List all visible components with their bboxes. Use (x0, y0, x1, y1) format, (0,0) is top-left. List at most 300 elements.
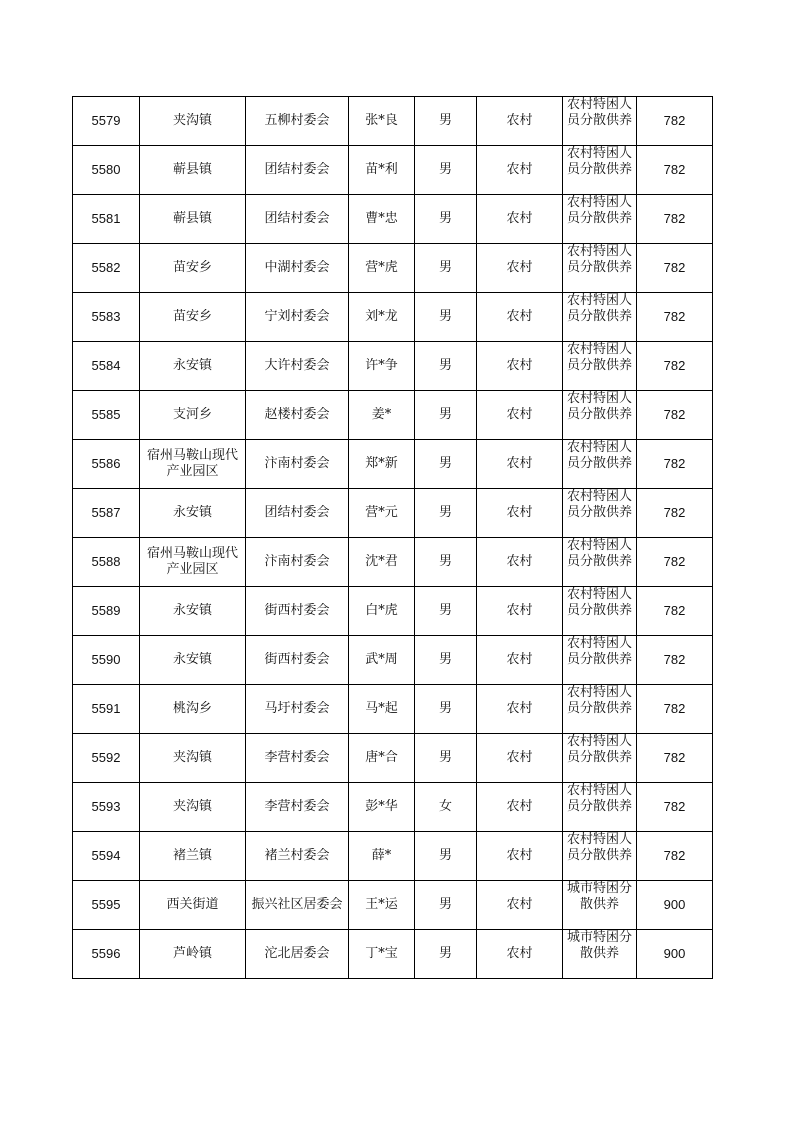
name-text: 营*元 (365, 505, 398, 520)
name-text: 马*起 (365, 701, 398, 716)
household-type-cell (477, 538, 563, 587)
village-committee-text: 汴南村委会 (264, 554, 330, 569)
serial-cell (73, 293, 140, 342)
table-row (73, 636, 713, 685)
name-cell (349, 440, 415, 489)
category-text: 农村特困人员分散供养 (566, 636, 632, 667)
household-type-text: 农村 (506, 309, 533, 324)
village-committee-text: 马圩村委会 (264, 701, 330, 716)
gender-text: 男 (438, 554, 452, 569)
serial-cell (73, 195, 140, 244)
category-cell (563, 587, 637, 636)
name-cell (349, 195, 415, 244)
category-text: 农村特困人员分散供养 (566, 293, 632, 324)
table-row (73, 195, 713, 244)
township-text: 蕲县镇 (172, 211, 212, 226)
serial-text: 5586 (91, 456, 121, 471)
gender-cell (415, 391, 477, 440)
village-committee-cell (246, 832, 349, 881)
category-cell (563, 783, 637, 832)
household-type-cell (477, 391, 563, 440)
amount-text: 782 (663, 407, 686, 422)
township-cell (140, 293, 246, 342)
category-cell (563, 244, 637, 293)
amount-cell (637, 489, 713, 538)
village-committee-cell (246, 734, 349, 783)
serial-text: 5587 (91, 505, 121, 520)
gender-text: 男 (438, 407, 452, 422)
household-type-text: 农村 (506, 505, 533, 520)
household-type-text: 农村 (506, 799, 533, 814)
household-type-text: 农村 (506, 260, 533, 275)
amount-cell (637, 97, 713, 146)
amount-cell (637, 244, 713, 293)
township-text: 宿州马鞍山现代产业园区 (146, 546, 238, 577)
category-text: 农村特困人员分散供养 (566, 195, 632, 226)
name-cell (349, 538, 415, 587)
gender-text: 男 (438, 260, 452, 275)
name-text: 曹*忠 (365, 211, 398, 226)
category-cell (563, 440, 637, 489)
category-cell (563, 146, 637, 195)
category-text: 农村特困人员分散供养 (566, 489, 632, 520)
gender-cell (415, 734, 477, 783)
category-cell (563, 97, 637, 146)
name-cell (349, 391, 415, 440)
gender-cell (415, 489, 477, 538)
township-cell (140, 440, 246, 489)
serial-text: 5594 (91, 848, 121, 863)
category-text: 农村特困人员分散供养 (566, 391, 632, 422)
gender-cell (415, 538, 477, 587)
household-type-text: 农村 (506, 456, 533, 471)
category-cell (563, 489, 637, 538)
household-type-text: 农村 (506, 946, 533, 961)
table-row (73, 930, 713, 979)
gender-cell (415, 636, 477, 685)
name-cell (349, 881, 415, 930)
serial-text: 5593 (91, 799, 121, 814)
amount-text: 782 (663, 358, 686, 373)
village-committee-text: 李营村委会 (264, 750, 330, 765)
category-cell (563, 342, 637, 391)
amount-text: 782 (663, 309, 686, 324)
village-committee-text: 汴南村委会 (264, 456, 330, 471)
serial-cell (73, 97, 140, 146)
gender-text: 男 (438, 162, 452, 177)
category-text: 农村特困人员分散供养 (566, 734, 632, 765)
village-committee-text: 褚兰村委会 (264, 848, 330, 863)
township-cell (140, 734, 246, 783)
name-cell (349, 685, 415, 734)
amount-text: 782 (663, 456, 686, 471)
gender-cell (415, 244, 477, 293)
serial-text: 5584 (91, 358, 121, 373)
township-text: 蕲县镇 (172, 162, 212, 177)
name-cell (349, 587, 415, 636)
township-text: 夹沟镇 (172, 113, 212, 128)
village-committee-cell (246, 342, 349, 391)
village-committee-cell (246, 244, 349, 293)
village-committee-cell (246, 489, 349, 538)
name-cell (349, 489, 415, 538)
table-row (73, 146, 713, 195)
township-cell (140, 881, 246, 930)
table-body (73, 97, 713, 979)
gender-text: 男 (438, 652, 452, 667)
village-committee-text: 大许村委会 (264, 358, 330, 373)
village-committee-text: 五柳村委会 (264, 113, 330, 128)
category-text: 农村特困人员分散供养 (566, 587, 632, 618)
name-text: 薛* (371, 848, 392, 863)
category-text: 农村特困人员分散供养 (566, 832, 632, 863)
table-row (73, 587, 713, 636)
serial-cell (73, 832, 140, 881)
category-cell (563, 293, 637, 342)
village-committee-text: 宁刘村委会 (264, 309, 330, 324)
amount-cell (637, 538, 713, 587)
village-committee-text: 李营村委会 (264, 799, 330, 814)
name-text: 苗*利 (365, 162, 398, 177)
gender-cell (415, 832, 477, 881)
category-text: 城市特困分散供养 (566, 881, 632, 912)
village-committee-text: 沱北居委会 (264, 946, 330, 961)
village-committee-text: 团结村委会 (264, 211, 330, 226)
gender-text: 男 (438, 848, 452, 863)
amount-text: 900 (663, 897, 686, 912)
household-type-text: 农村 (506, 652, 533, 667)
category-text: 农村特困人员分散供养 (566, 440, 632, 471)
category-text: 农村特困人员分散供养 (566, 146, 632, 177)
township-text: 夹沟镇 (172, 799, 212, 814)
gender-text: 男 (438, 701, 452, 716)
category-text: 城市特困分散供养 (566, 930, 632, 961)
name-text: 彭*华 (365, 799, 398, 814)
township-cell (140, 342, 246, 391)
category-cell (563, 881, 637, 930)
township-cell (140, 587, 246, 636)
gender-text: 男 (438, 750, 452, 765)
gender-cell (415, 440, 477, 489)
household-type-cell (477, 97, 563, 146)
category-cell (563, 636, 637, 685)
village-committee-text: 团结村委会 (264, 162, 330, 177)
serial-cell (73, 930, 140, 979)
household-type-cell (477, 734, 563, 783)
serial-text: 5582 (91, 260, 121, 275)
township-cell (140, 97, 246, 146)
village-committee-cell (246, 440, 349, 489)
gender-text: 男 (438, 358, 452, 373)
township-text: 永安镇 (172, 358, 212, 373)
gender-text: 男 (438, 505, 452, 520)
amount-text: 900 (663, 946, 686, 961)
serial-text: 5591 (91, 701, 121, 716)
table-row (73, 244, 713, 293)
township-text: 西关街道 (166, 897, 219, 912)
category-cell (563, 538, 637, 587)
gender-text: 男 (438, 946, 452, 961)
gender-text: 男 (438, 211, 452, 226)
township-cell (140, 783, 246, 832)
serial-cell (73, 440, 140, 489)
gender-text: 男 (438, 603, 452, 618)
serial-cell (73, 783, 140, 832)
category-cell (563, 391, 637, 440)
serial-text: 5588 (91, 554, 121, 569)
name-text: 张*良 (365, 113, 398, 128)
household-type-text: 农村 (506, 701, 533, 716)
township-cell (140, 636, 246, 685)
category-cell (563, 685, 637, 734)
village-committee-cell (246, 146, 349, 195)
village-committee-cell (246, 636, 349, 685)
household-type-cell (477, 293, 563, 342)
township-text: 永安镇 (172, 505, 212, 520)
name-cell (349, 636, 415, 685)
name-text: 许*争 (365, 358, 398, 373)
serial-text: 5581 (91, 211, 121, 226)
household-type-cell (477, 489, 563, 538)
name-text: 姜* (371, 407, 392, 422)
amount-text: 782 (663, 603, 686, 618)
table-row (73, 538, 713, 587)
table-row (73, 734, 713, 783)
category-text: 农村特困人员分散供养 (566, 783, 632, 814)
name-cell (349, 930, 415, 979)
amount-text: 782 (663, 162, 686, 177)
village-committee-cell (246, 97, 349, 146)
name-text: 刘*龙 (365, 309, 398, 324)
household-type-cell (477, 342, 563, 391)
village-committee-cell (246, 930, 349, 979)
table-row (73, 293, 713, 342)
category-text: 农村特困人员分散供养 (566, 97, 632, 128)
name-cell (349, 734, 415, 783)
serial-cell (73, 342, 140, 391)
name-text: 沈*君 (365, 554, 398, 569)
household-type-text: 农村 (506, 211, 533, 226)
gender-cell (415, 783, 477, 832)
category-text: 农村特困人员分散供养 (566, 342, 632, 373)
name-text: 丁*宝 (365, 946, 398, 961)
village-committee-text: 街西村委会 (264, 603, 330, 618)
township-cell (140, 685, 246, 734)
category-text: 农村特困人员分散供养 (566, 685, 632, 716)
amount-text: 782 (663, 848, 686, 863)
village-committee-text: 振兴社区居委会 (251, 897, 343, 912)
household-type-text: 农村 (506, 554, 533, 569)
amount-text: 782 (663, 260, 686, 275)
serial-text: 5592 (91, 750, 121, 765)
township-text: 永安镇 (172, 603, 212, 618)
household-type-cell (477, 440, 563, 489)
table-row (73, 832, 713, 881)
name-cell (349, 832, 415, 881)
serial-text: 5580 (91, 162, 121, 177)
amount-text: 782 (663, 554, 686, 569)
township-cell (140, 146, 246, 195)
serial-text: 5583 (91, 309, 121, 324)
gender-cell (415, 146, 477, 195)
household-type-cell (477, 244, 563, 293)
household-type-cell (477, 685, 563, 734)
name-cell (349, 146, 415, 195)
township-text: 支河乡 (172, 407, 212, 422)
village-committee-text: 赵楼村委会 (264, 407, 330, 422)
serial-cell (73, 587, 140, 636)
serial-cell (73, 881, 140, 930)
amount-cell (637, 832, 713, 881)
township-text: 褚兰镇 (172, 848, 212, 863)
serial-text: 5596 (91, 946, 121, 961)
gender-text: 男 (438, 113, 452, 128)
name-text: 白*虎 (365, 603, 398, 618)
gender-cell (415, 293, 477, 342)
amount-text: 782 (663, 652, 686, 667)
amount-text: 782 (663, 799, 686, 814)
gender-cell (415, 587, 477, 636)
township-cell (140, 244, 246, 293)
table-row (73, 97, 713, 146)
amount-text: 782 (663, 505, 686, 520)
village-committee-cell (246, 881, 349, 930)
township-text: 苗安乡 (172, 260, 212, 275)
serial-text: 5590 (91, 652, 121, 667)
serial-cell (73, 685, 140, 734)
serial-text: 5595 (91, 897, 121, 912)
household-type-cell (477, 783, 563, 832)
serial-text: 5589 (91, 603, 121, 618)
serial-text: 5585 (91, 407, 121, 422)
amount-cell (637, 391, 713, 440)
amount-text: 782 (663, 211, 686, 226)
serial-cell (73, 391, 140, 440)
category-cell (563, 832, 637, 881)
household-type-text: 农村 (506, 603, 533, 618)
amount-cell (637, 783, 713, 832)
serial-cell (73, 244, 140, 293)
gender-text: 女 (438, 799, 452, 814)
township-cell (140, 930, 246, 979)
amount-cell (637, 440, 713, 489)
table-row (73, 342, 713, 391)
table-row (73, 685, 713, 734)
category-text: 农村特困人员分散供养 (566, 244, 632, 275)
township-text: 夹沟镇 (172, 750, 212, 765)
village-committee-cell (246, 783, 349, 832)
serial-cell (73, 146, 140, 195)
serial-text: 5579 (91, 113, 121, 128)
amount-text: 782 (663, 701, 686, 716)
category-cell (563, 930, 637, 979)
village-committee-cell (246, 685, 349, 734)
category-text: 农村特困人员分散供养 (566, 538, 632, 569)
table-row (73, 440, 713, 489)
household-type-text: 农村 (506, 750, 533, 765)
township-cell (140, 391, 246, 440)
gender-cell (415, 342, 477, 391)
village-committee-text: 街西村委会 (264, 652, 330, 667)
household-type-text: 农村 (506, 848, 533, 863)
amount-cell (637, 293, 713, 342)
name-text: 武*周 (365, 652, 398, 667)
household-type-cell (477, 195, 563, 244)
gender-cell (415, 685, 477, 734)
table-row (73, 489, 713, 538)
amount-text: 782 (663, 113, 686, 128)
name-cell (349, 783, 415, 832)
gender-cell (415, 195, 477, 244)
village-committee-cell (246, 195, 349, 244)
household-type-cell (477, 832, 563, 881)
gender-text: 男 (438, 456, 452, 471)
township-text: 芦岭镇 (172, 946, 212, 961)
name-cell (349, 97, 415, 146)
village-committee-cell (246, 391, 349, 440)
amount-cell (637, 930, 713, 979)
name-text: 营*虎 (365, 260, 398, 275)
township-cell (140, 832, 246, 881)
gender-cell (415, 97, 477, 146)
serial-cell (73, 489, 140, 538)
name-text: 王*运 (365, 897, 398, 912)
amount-cell (637, 881, 713, 930)
village-committee-text: 中湖村委会 (264, 260, 330, 275)
name-text: 郑*新 (365, 456, 398, 471)
township-cell (140, 195, 246, 244)
township-cell (140, 538, 246, 587)
household-type-cell (477, 881, 563, 930)
amount-cell (637, 636, 713, 685)
name-cell (349, 244, 415, 293)
household-type-text: 农村 (506, 407, 533, 422)
records-table (72, 96, 713, 979)
amount-text: 782 (663, 750, 686, 765)
amount-cell (637, 195, 713, 244)
gender-cell (415, 930, 477, 979)
gender-text: 男 (438, 309, 452, 324)
table-row (73, 391, 713, 440)
household-type-text: 农村 (506, 897, 533, 912)
amount-cell (637, 685, 713, 734)
household-type-cell (477, 146, 563, 195)
township-text: 宿州马鞍山现代产业园区 (146, 448, 238, 479)
township-text: 桃沟乡 (172, 701, 212, 716)
amount-cell (637, 734, 713, 783)
category-cell (563, 734, 637, 783)
name-text: 唐*合 (365, 750, 398, 765)
village-committee-cell (246, 587, 349, 636)
table-row (73, 783, 713, 832)
amount-cell (637, 587, 713, 636)
household-type-cell (477, 587, 563, 636)
amount-cell (637, 342, 713, 391)
gender-cell (415, 881, 477, 930)
household-type-cell (477, 636, 563, 685)
serial-cell (73, 636, 140, 685)
village-committee-cell (246, 538, 349, 587)
household-type-cell (477, 930, 563, 979)
household-type-text: 农村 (506, 162, 533, 177)
name-cell (349, 342, 415, 391)
amount-cell (637, 146, 713, 195)
category-cell (563, 195, 637, 244)
serial-cell (73, 734, 140, 783)
household-type-text: 农村 (506, 113, 533, 128)
township-text: 永安镇 (172, 652, 212, 667)
gender-text: 男 (438, 897, 452, 912)
